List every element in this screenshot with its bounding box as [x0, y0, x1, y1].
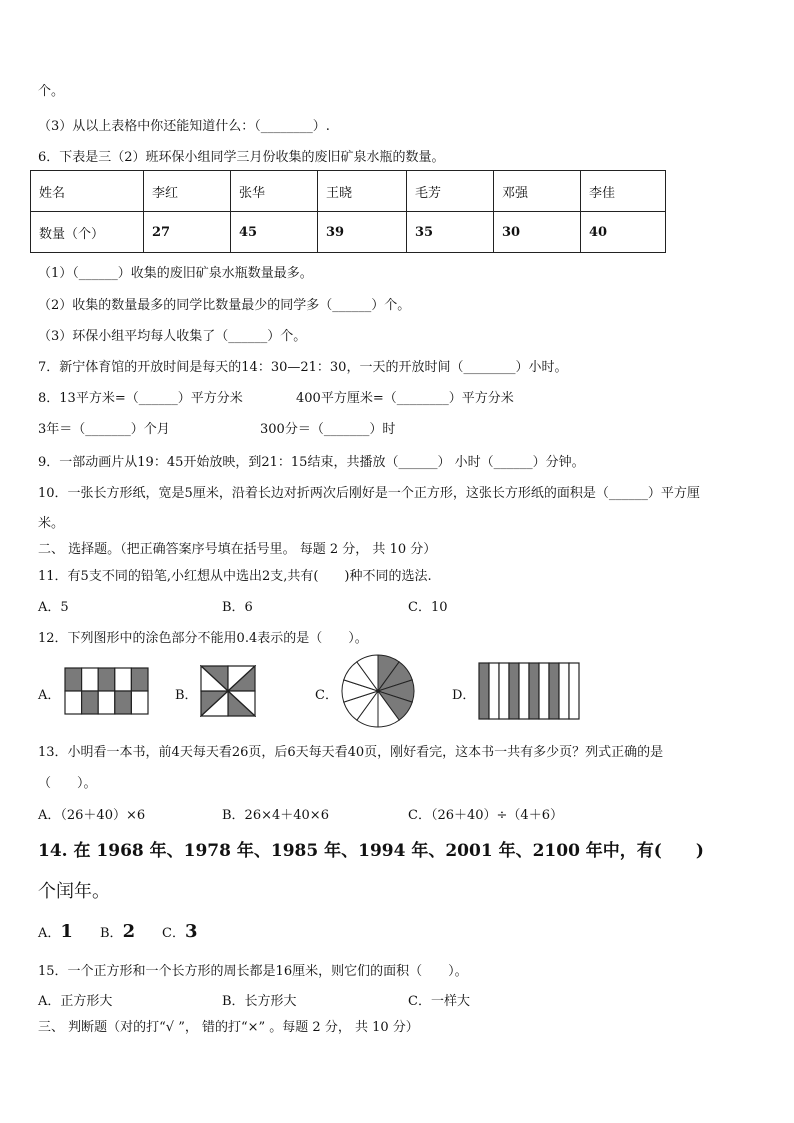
q10-line1: 10．一张长方形纸，宽是5厘米，沿着长边对折两次后刚好是一个正方形，这张长方形纸的面积是（______）平方厘: [38, 486, 700, 501]
q15-option-a: A．正方形大: [38, 994, 113, 1009]
q15-option-b: B．长方形大: [222, 994, 297, 1009]
q13-line1: 13．小明看一本书，前4天每天看26页，后6天每天看40页，刚好看完，这本书一共有多少页？列式正确的是: [38, 745, 664, 760]
table-cell: 李红: [144, 171, 231, 212]
q14-option-a-letter: A．: [38, 926, 61, 941]
q14-line2: 个闰年。: [38, 881, 110, 902]
q7: 7．新宁体育馆的开放时间是每天的14：30—21：30，一天的开放时间（________）小时。: [38, 360, 568, 375]
q15-option-c: C．一样大: [408, 994, 470, 1009]
strip: [519, 663, 529, 719]
prev-question-tail: 个。: [38, 84, 65, 99]
q14-option-b-letter: B．: [100, 926, 123, 941]
strip: [479, 663, 489, 719]
strip: [499, 663, 509, 719]
table-row: [31, 212, 666, 253]
q14-option-c: [162, 921, 197, 942]
table-cell: 35: [407, 212, 494, 253]
strip: [559, 663, 569, 719]
table-cell: 邓强: [494, 171, 581, 212]
strip: [509, 663, 519, 719]
table-cell: 39: [318, 212, 407, 253]
strip: [529, 663, 539, 719]
q11-option-b: B．6: [222, 600, 253, 615]
q8-a: 8．13平方米=（______）平方分米: [38, 391, 243, 406]
q12-stem: 12．下列图形中的涂色部分不能用0.4表示的是（ ）。: [38, 631, 368, 646]
q8-d: 300分＝（_______）时: [260, 422, 396, 437]
q8-c: 3年＝（_______）个月: [38, 422, 170, 437]
q13-option-a: A．（26＋40）×6: [38, 808, 146, 823]
table-cell: 45: [231, 212, 318, 253]
q12-label-c: C．: [315, 688, 338, 703]
q15-stem: 15．一个正方形和一个长方形的周长都是16厘米，则它们的面积（ ）。: [38, 964, 468, 979]
table-row: [31, 171, 666, 212]
q14-option-b-value: 2: [122, 921, 136, 942]
q11-option-a: A．5: [38, 600, 69, 615]
q13-option-c: C．（26＋40）÷（4＋6）: [408, 808, 563, 823]
q11-option-c: C．10: [408, 600, 448, 615]
q6-sub1: （1）（______）收集的废旧矿泉水瓶数量最多。: [38, 266, 313, 281]
section-3-heading: 三、 判断题（对的打“√ ”， 错的打“×” 。每题 2 分， 共 10 分）: [38, 1020, 419, 1035]
q12-figure-b: [200, 665, 256, 717]
q14-option-c-letter: C．: [162, 926, 185, 941]
q12-figure-a: [64, 667, 150, 715]
q12-label-a: A．: [38, 688, 61, 703]
q14-option-a: [38, 921, 73, 942]
q14-option-c-value: 3: [184, 921, 198, 942]
q11-stem: 11．有5支不同的铅笔,小红想从中选出2支,共有( )种不同的选法.: [38, 569, 432, 584]
table-value-label: 数量（个）: [31, 212, 144, 253]
strip: [489, 663, 499, 719]
strip: [539, 663, 549, 719]
q12-label-d: D．: [452, 688, 476, 703]
table-cell: 李佳: [581, 171, 666, 212]
q5-sub3: （3）从以上表格中你还能知道什么：（________）.: [38, 119, 330, 134]
strip: [569, 663, 579, 719]
q14-option-b: [100, 921, 135, 942]
q13-option-b: B．26×4＋40×6: [222, 808, 329, 823]
table-cell: 40: [581, 212, 666, 253]
q9: 9．一部动画片从19：45开始放映，到21：15结束，共播放（______） 小时（______）分钟。: [38, 455, 585, 470]
q6-title: 6．下表是三（2）班环保小组同学三月份收集的废旧矿泉水瓶的数量。: [38, 150, 445, 165]
q6-sub3: （3）环保小组平均每人收集了（______）个。: [38, 329, 307, 344]
bottle-table: [30, 170, 666, 253]
table-cell: 王晓: [318, 171, 407, 212]
table-cell: 27: [144, 212, 231, 253]
q12-figure-d: [478, 662, 580, 720]
table-header-label: 姓名: [31, 171, 144, 212]
q8-b: 400平方厘米=（________）平方分米: [296, 391, 514, 406]
table-cell: 30: [494, 212, 581, 253]
q12-label-b: B．: [175, 688, 198, 703]
strip: [549, 663, 559, 719]
q14-option-a-value: 1: [60, 921, 73, 942]
q12-figure-c: [340, 653, 416, 729]
q13-line2: （ ）。: [38, 776, 97, 791]
section-2-heading: 二、 选择题。（把正确答案序号填在括号里。 每题 2 分， 共 10 分）: [38, 542, 437, 557]
table-cell: 毛芳: [407, 171, 494, 212]
q6-sub2: （2）收集的数量最多的同学比数量最少的同学多（______）个。: [38, 298, 411, 313]
q10-line2: 米。: [38, 516, 65, 531]
q14-line1: 14. 在 1968 年、1978 年、1985 年、1994 年、2001 年、2100 年中，有( ): [38, 841, 704, 861]
table-cell: 张华: [231, 171, 318, 212]
